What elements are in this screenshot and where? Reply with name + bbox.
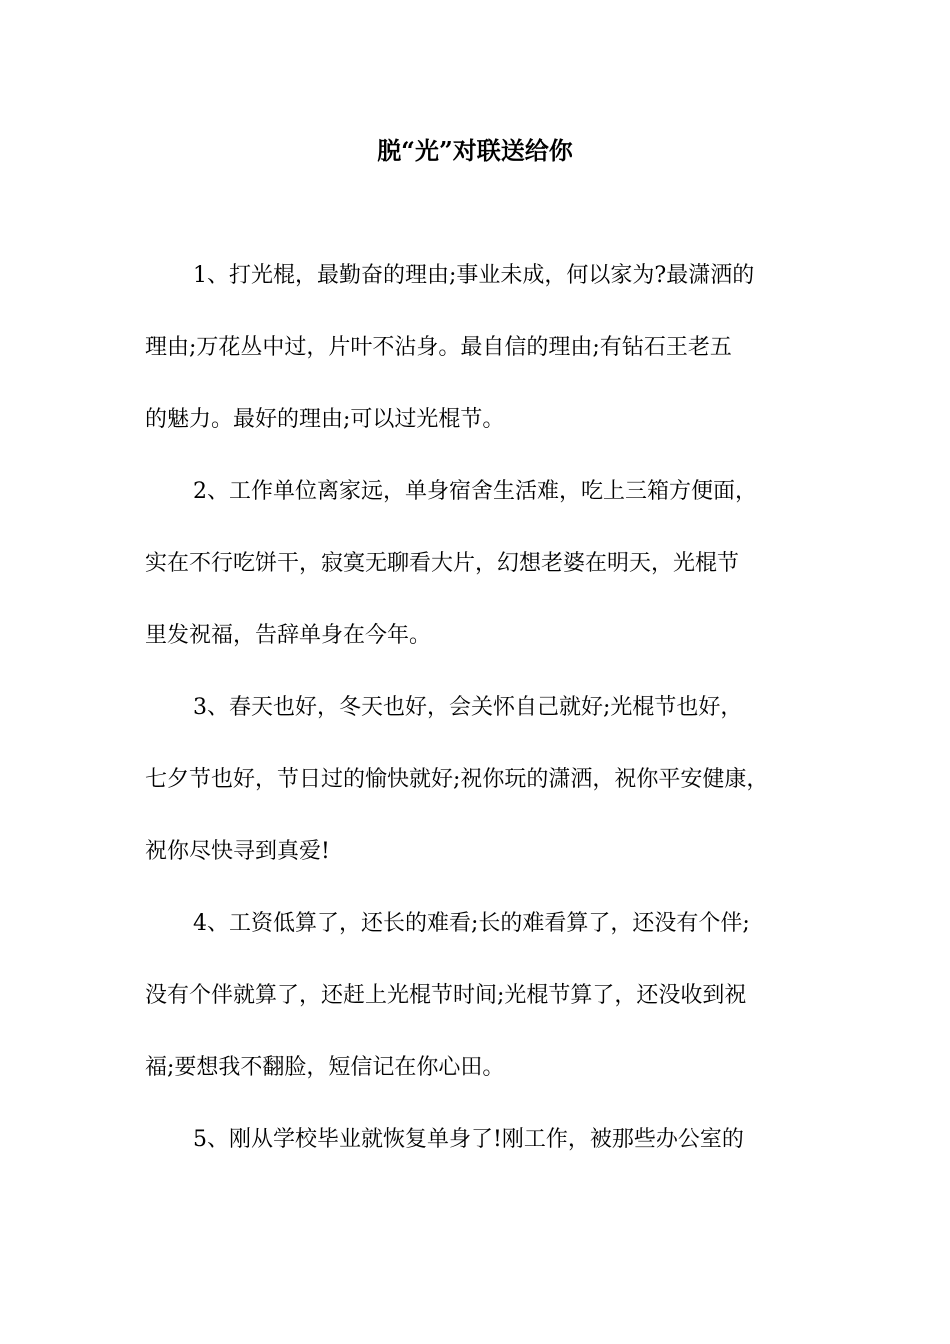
text-line: 2、工作单位离家远，单身宿舍生活难，吃上三箱方便面，: [193, 479, 757, 504]
text-line: 3、春天也好，冬天也好，会关怀自己就好;光棍节也好，: [193, 695, 743, 720]
text-line: 的魅力。最好的理由;可以过光棍节。: [145, 407, 505, 432]
text-line: 祝你尽快寻到真爱!: [145, 839, 330, 864]
text-line: 没有个伴就算了，还赶上光棍节时间;光棍节算了，还没收到祝: [145, 983, 747, 1008]
document-title: 脱“光”对联送给你: [377, 136, 573, 165]
text-line: 实在不行吃饼干，寂寞无聊看大片，幻想老婆在明天，光棍节: [145, 551, 740, 576]
text-line: 4、工资低算了，还长的难看;长的难看算了，还没有个伴;: [193, 911, 750, 936]
text-line: 福;要想我不翻脸，短信记在你心田。: [145, 1055, 505, 1080]
text-line: 5、刚从学校毕业就恢复单身了!刚工作，被那些办公室的: [193, 1127, 744, 1152]
text-line: 七夕节也好，节日过的愉快就好;祝你玩的潇洒，祝你平安健康，: [145, 767, 769, 792]
document-body: [145, 256, 813, 1192]
text-line: 理由;万花丛中过，片叶不沾身。最自信的理由;有钻石王老五: [145, 335, 732, 360]
text-line: 里发祝福，告辞单身在今年。: [145, 623, 432, 648]
text-line: 1、打光棍，最勤奋的理由;事业未成，何以家为?最潇洒的: [193, 263, 755, 288]
